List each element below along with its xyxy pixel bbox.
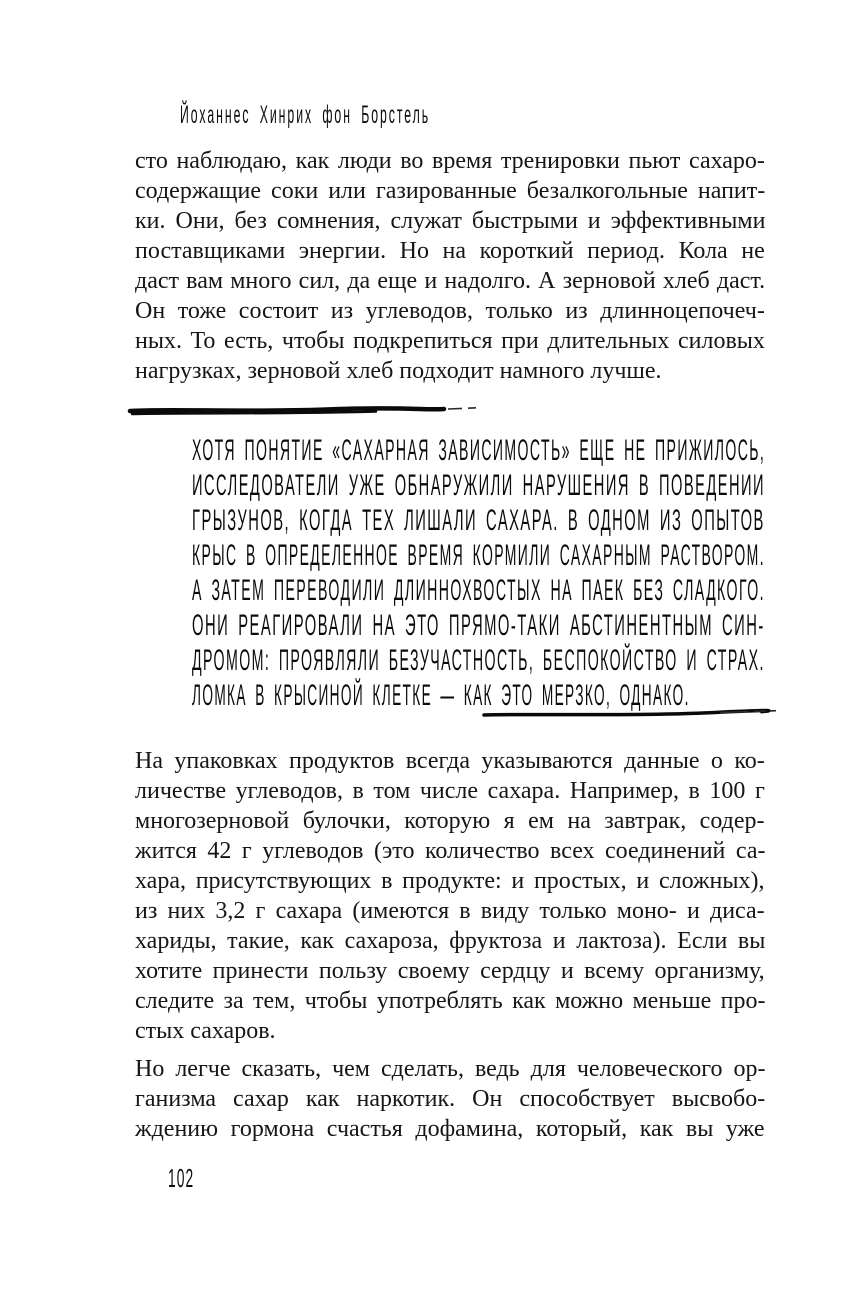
text-line: ки. Они, без сомнения, служат быстрыми и эффективными xyxy=(135,208,766,234)
text-line: нагрузках, зерновой хлеб подходит намного лучше. xyxy=(135,358,662,384)
quote-line: ХОТЯ ПОНЯТИЕ «САХАРНАЯ ЗАВИСИМОСТЬ» ЕЩЕ НЕ ПРИЖИЛОСЬ, xyxy=(192,434,766,467)
text-line: Но легче сказать, чем сделать, ведь для человеческого ор- xyxy=(135,1056,766,1082)
text-line: хара, присутствующих в продукте: и простых, и сложных), xyxy=(135,868,765,894)
quote-line: ДРОМОМ: ПРОЯВЛЯЛИ БЕЗУЧАСТНОСТЬ, БЕСПОКОЙСТВО И СТРАХ. xyxy=(192,644,765,677)
text-line: хотите принести пользу своему сердцу и всему организму, xyxy=(135,958,765,984)
quote-line: ИССЛЕДОВАТЕЛИ УЖЕ ОБНАРУЖИЛИ НАРУШЕНИЯ В ПОВЕДЕНИИ xyxy=(192,469,766,502)
text-line: многозерновой булочки, которую я ем на завтрак, содер- xyxy=(135,808,765,834)
quote-line: А ЗАТЕМ ПЕРЕВОДИЛИ ДЛИННОХВОСТЫХ НА ПАЕК БЕЗ СЛАДКОГО. xyxy=(192,574,765,607)
text-line: Он тоже состоит из углеводов, только из длинноцепочеч- xyxy=(135,298,765,324)
quote-rule-top xyxy=(126,403,481,421)
text-line: стых сахаров. xyxy=(135,1018,276,1044)
quote-line: ОНИ РЕАГИРОВАЛИ НА ЭТО ПРЯМО-ТАКИ АБСТИНЕНТНЫМ СИН- xyxy=(192,609,765,642)
quote-rule-bottom xyxy=(480,707,780,723)
quote-line: ЛОМКА В КРЫСИНОЙ КЛЕТКЕ — КАК ЭТО МЕРЗКО, ОДНАКО. xyxy=(192,679,690,712)
text-line: На упаковках продуктов всегда указываются данные о ко- xyxy=(135,748,765,774)
running-header xyxy=(180,101,690,129)
pull-quote xyxy=(192,433,767,713)
paragraph-sugar-addiction xyxy=(135,1054,765,1144)
quote-line: ГРЫЗУНОВ, КОГДА ТЕХ ЛИШАЛИ САХАРА. В ОДНОМ ИЗ ОПЫТОВ xyxy=(192,504,765,537)
page-number-text: 102 xyxy=(168,1163,195,1193)
running-header-text: Йоханнес Хинрих фон Борстель xyxy=(180,101,431,129)
text-line: ганизма сахар как наркотик. Он способствует высвобо- xyxy=(135,1086,766,1112)
text-line: следите за тем, чтобы употреблять как можно меньше про- xyxy=(135,988,766,1014)
text-line: жится 42 г углеводов (это количество всех соединений са- xyxy=(135,838,766,864)
text-line: из них 3,2 г сахара (имеются в виду только моно- и диса- xyxy=(135,898,765,924)
page-number xyxy=(168,1164,217,1192)
text-line: ных. То есть, чтобы подкрепиться при длительных силовых xyxy=(135,328,765,354)
text-line: даст вам много сил, да еще и надолго. А зерновой хлеб даст. xyxy=(135,268,766,294)
paragraph-sugar-info xyxy=(135,746,765,1046)
text-line: содержащие соки или газированные безалкогольные напит- xyxy=(135,178,766,204)
text-line: поставщиками энергии. Но на короткий период. Кола не xyxy=(135,238,765,264)
text-line: хариды, такие, как сахароза, фруктоза и лактоза). Если вы xyxy=(135,928,766,954)
text-line: личестве углеводов, в том числе сахара. Например, в 100 г xyxy=(135,778,765,804)
text-line: ждению гормона счастья дофамина, который, как вы уже xyxy=(135,1116,765,1142)
quote-line: КРЫС В ОПРЕДЕЛЕННОЕ ВРЕМЯ КОРМИЛИ САХАРНЫМ РАСТВОРОМ. xyxy=(192,539,765,572)
text-line: сто наблюдаю, как люди во время тренировки пьют сахаро- xyxy=(135,148,765,174)
paragraph-intro xyxy=(135,146,765,386)
